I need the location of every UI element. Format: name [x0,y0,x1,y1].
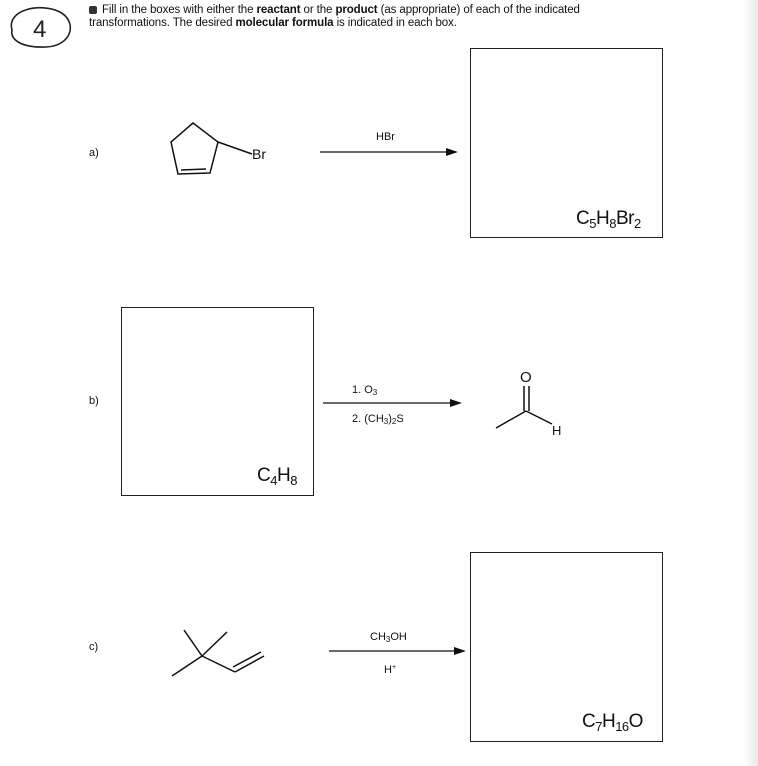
reagent-sup: + [391,664,397,671]
problem-a-label: a) [89,147,99,159]
bromine-label: Br [252,146,266,162]
problem-b-label: b) [89,395,99,407]
formula-sub: 8 [609,216,616,231]
formula-part: C [582,711,596,732]
reagent-text: OH [390,631,407,643]
formula-b [257,465,297,488]
reagent-text: 2. (CH [352,413,384,425]
formula-sub: 7 [595,719,602,734]
formula-sub: 4 [270,473,277,488]
formula-part: C [576,208,590,229]
oxygen-label: O [520,369,532,386]
formula-sub: 5 [589,216,596,231]
formula-sub: 8 [290,473,297,488]
reagent-c-bottom [384,664,396,676]
reagent-text: CH [370,631,386,643]
formula-sub: 16 [615,719,629,734]
reagent-sub: 3 [383,417,389,426]
reagent-a-top: HBr [376,131,395,143]
reagent-text: ) [388,413,392,425]
instructions-part: is indicated in each box. [333,17,457,29]
reagent-text: H [384,664,392,676]
formula-part: C [257,465,271,486]
hydrogen-label: H [552,423,562,438]
formula-c [582,711,643,734]
reaction-arrow-c [329,647,466,655]
formula-part: H [601,711,616,732]
reagent-text: 1. O [352,384,373,396]
instructions-reactant: reactant [256,4,301,16]
reaction-arrow-a [320,148,458,156]
reagent-c-top [370,631,407,644]
formula-sub: 2 [633,216,641,231]
instructions-part: Fill in the boxes with either the [102,4,257,16]
formula-a [576,208,641,231]
reagent-b-bottom [352,413,404,426]
instructions-molecular-formula: molecular formula [235,17,334,29]
acetaldehyde-structure [496,386,552,428]
reagent-text: S [396,413,404,425]
instructions-part: (as appropriate) of each of the indicated [377,4,580,16]
tert-butyl-ethylene-structure [172,630,264,676]
reagent-b-top [352,384,377,397]
reagent-sub: 2 [391,417,397,426]
circled-number-text: 4 [33,16,47,43]
reagent-sub: 3 [385,635,391,644]
formula-part: O [628,711,643,732]
page-edge-shadow [744,0,758,766]
formula-part: H [276,465,291,486]
formula-part: Br [615,208,634,229]
reaction-arrow-b [323,399,462,407]
problem-c-label: c) [89,641,99,653]
cyclopentene-structure [171,123,252,174]
formula-part: H [595,208,610,229]
instructions-product: product [335,4,378,16]
instructions-part: or the [300,4,336,16]
instructions-part: transformations. The desired [89,17,236,29]
reagent-sub: 3 [372,388,378,397]
